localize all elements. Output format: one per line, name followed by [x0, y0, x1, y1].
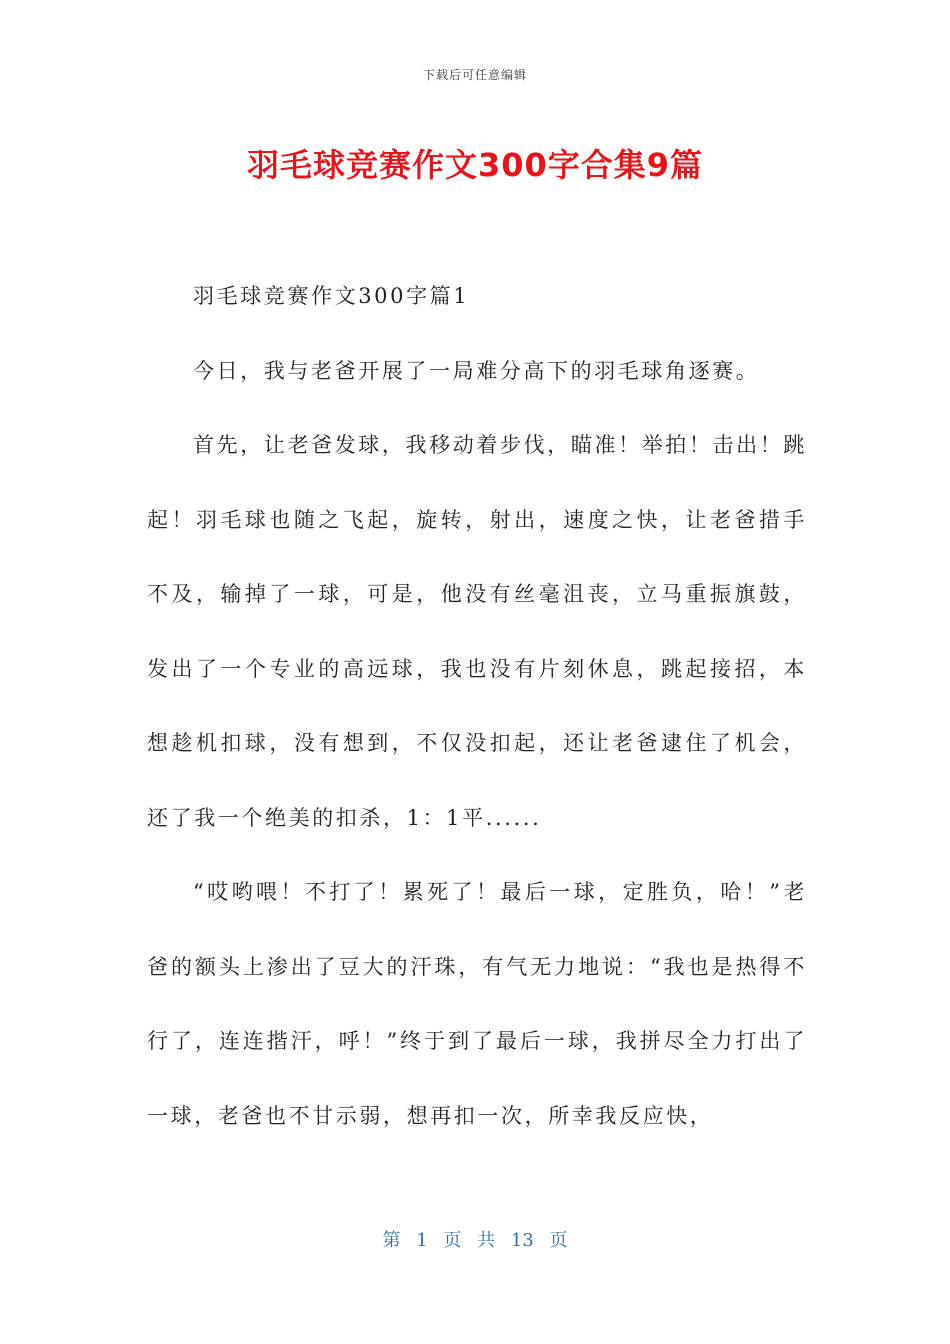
- section-heading: 羽毛球竞赛作文300字篇1: [193, 284, 470, 308]
- paragraph: 首先，让老爸发球，我移动着步伐，瞄准！举拍！击出！跳起！羽毛球也随之飞起，旋转，射出，速度之快，让老爸措手不及，输掉了一球，可是，他没有丝毫沮丧，立马重振旗鼓，发出了一个专业的高远球，我也没有片刻休息，跳起接招，本想趁机扣球，没有想到，不仅没扣起，还让老爸逮住了机会，还了我一个绝美的扣杀，1：1平......: [147, 433, 807, 830]
- document-title: 羽毛球竞赛作文300字合集9篇: [246, 146, 704, 184]
- header-note: 下载后可任意编辑: [422, 68, 527, 82]
- paragraph: “哎哟喂！不打了！累死了！最后一球，定胜负，哈！”老爸的额头上渗出了豆大的汗珠，有气无力地说：“我也是热得不行了，连连揩汗，呼！”终于到了最后一球，我拼尽全力打出了一球，老爸也不甘示弱，想再扣一次，所幸我反应快，: [147, 880, 807, 1128]
- page-number: 第 1 页 共 13 页: [382, 1230, 568, 1251]
- paragraph: 今日，我与老爸开展了一局难分高下的羽毛球角逐赛。: [193, 358, 760, 383]
- document-body: [147, 259, 807, 1153]
